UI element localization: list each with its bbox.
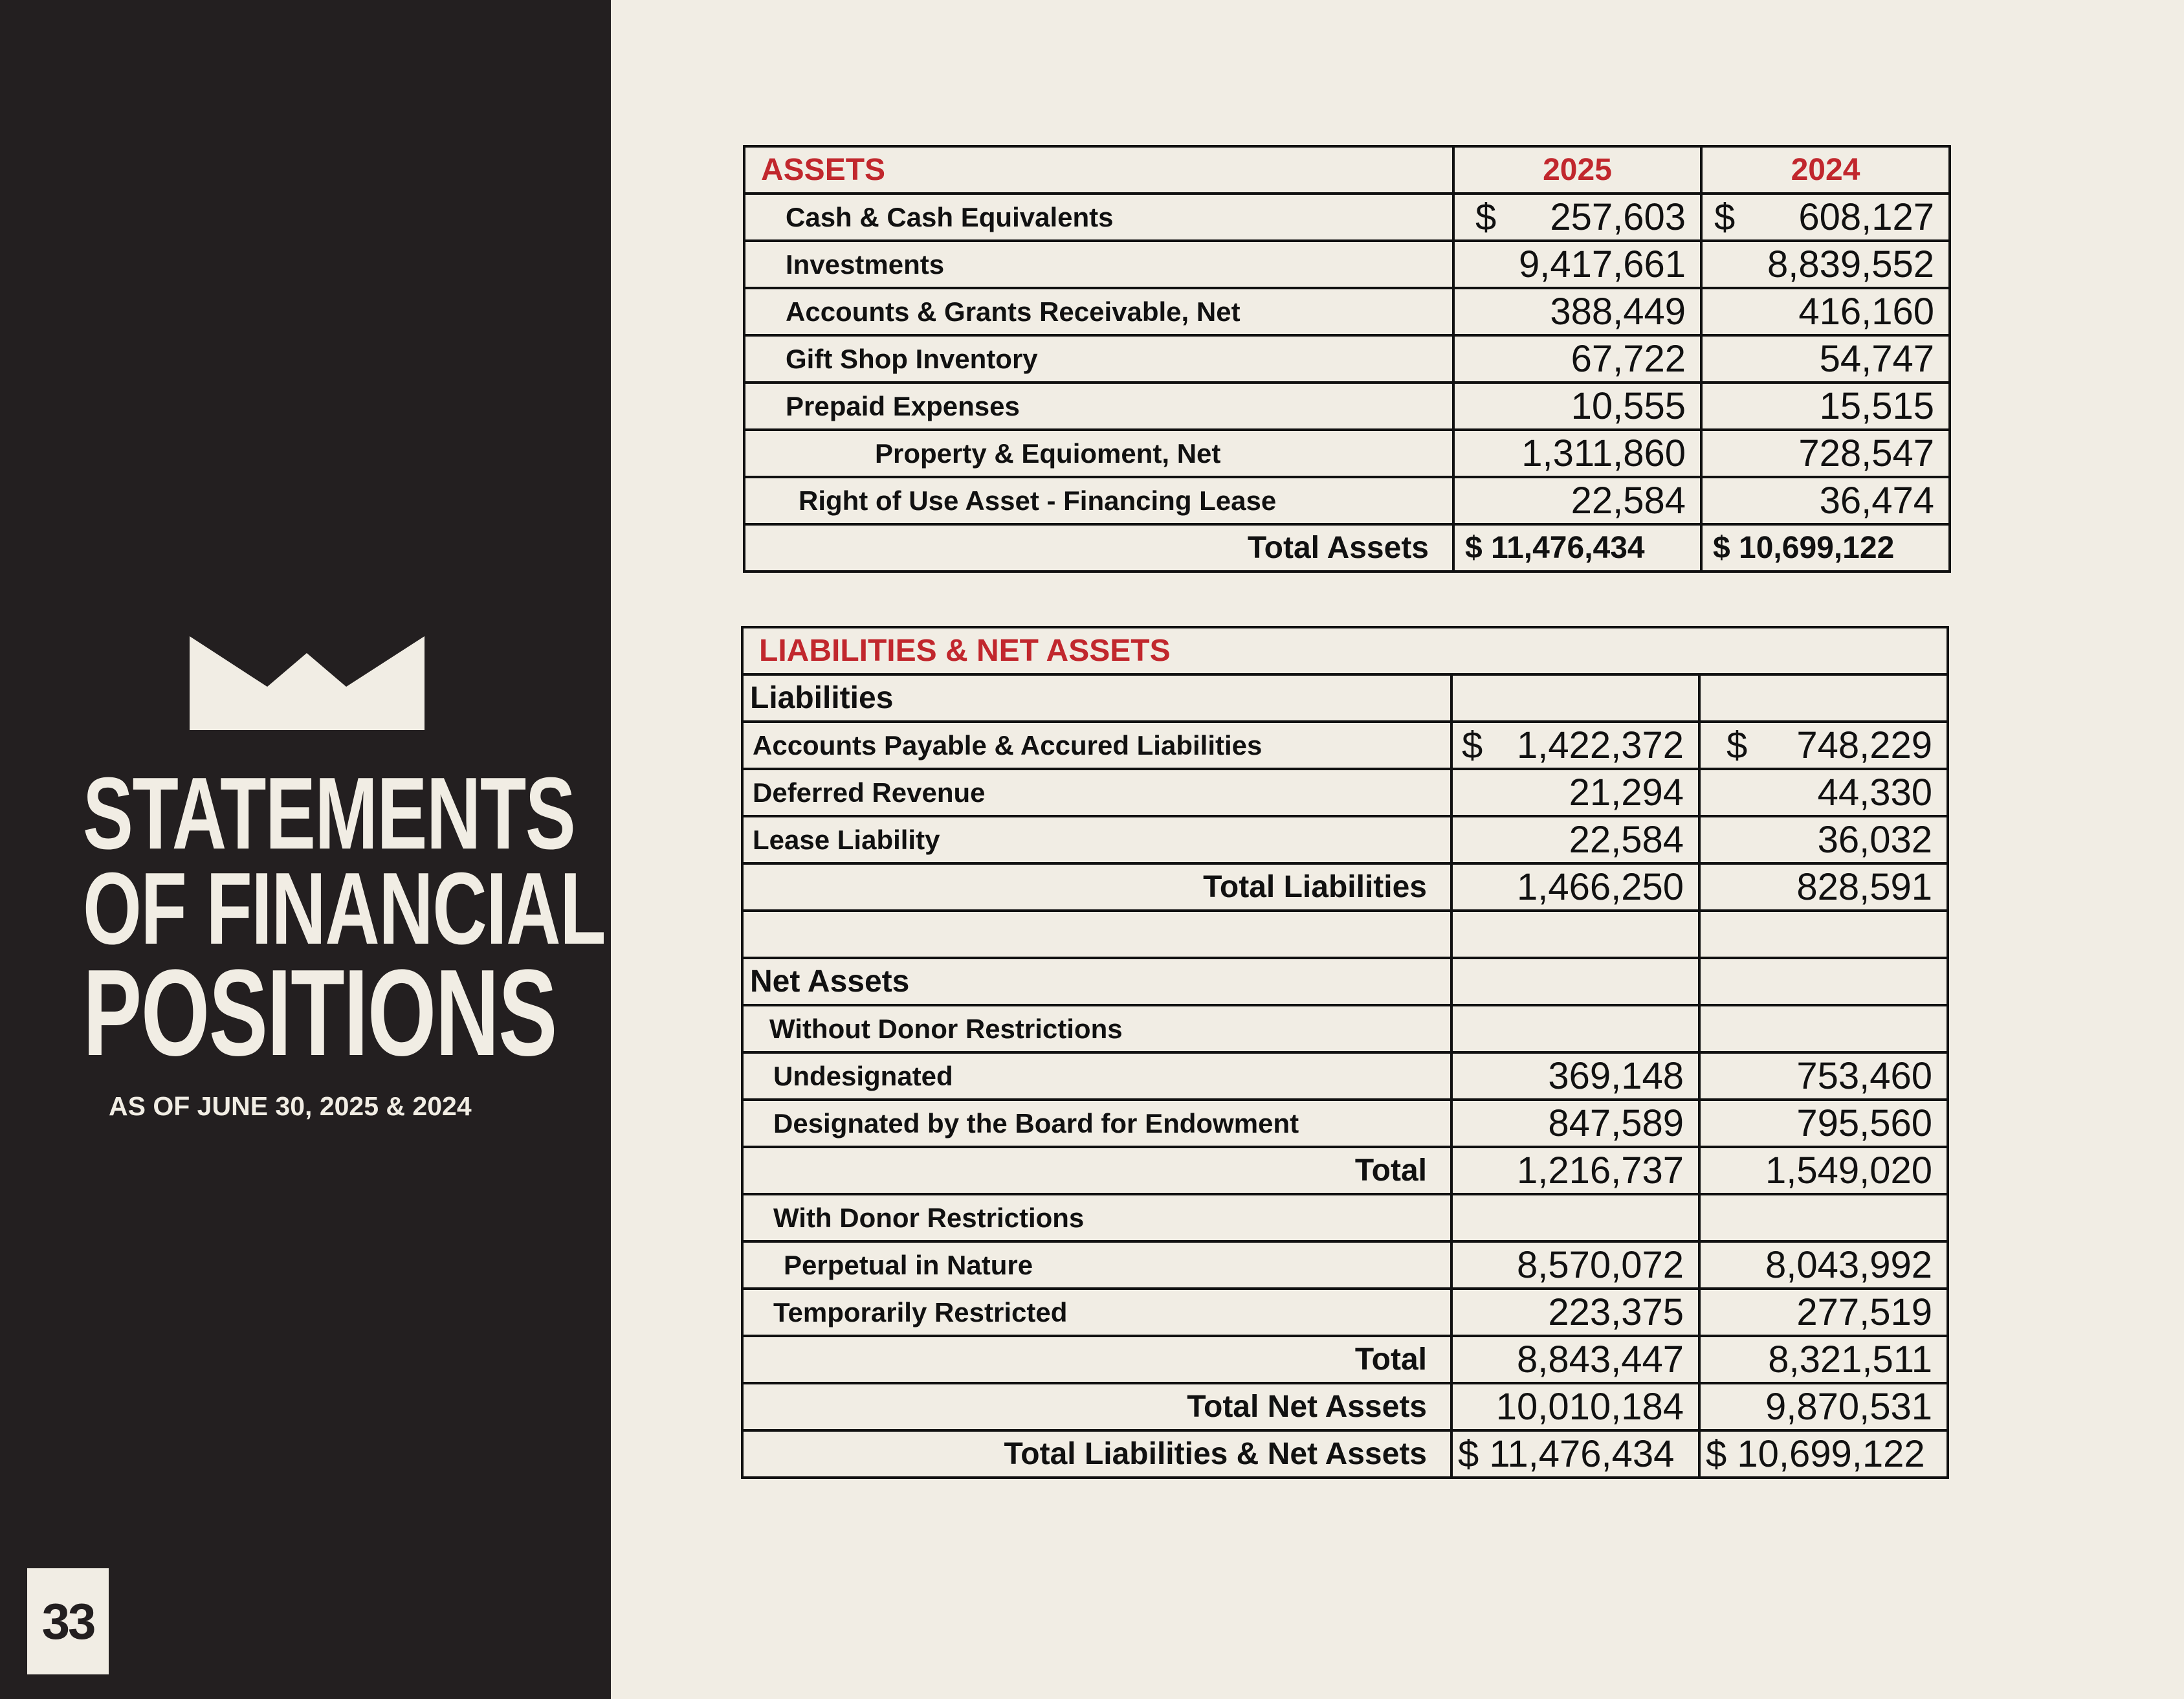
total-row (742, 1336, 1948, 1383)
dollar-sign: $ (1726, 724, 1748, 766)
total-row (742, 863, 1948, 911)
with-total-2025: 8,843,447 (1451, 1336, 1699, 1383)
total-net-assets-2024: 9,870,531 (1699, 1383, 1948, 1430)
value-2024: 15,515 (1701, 383, 1950, 430)
row-label: Deferred Revenue (742, 769, 1451, 816)
table-row (742, 1005, 1948, 1052)
row-label: Lease Liability (742, 816, 1451, 863)
total-liabilities-label: Total Liabilities (742, 863, 1451, 911)
value-2024: 728,547 (1701, 430, 1950, 477)
row-label: Right of Use Asset - Financing Lease (744, 477, 1453, 524)
liabilities-header: LIABILITIES & NET ASSETS (742, 627, 1948, 674)
value-2024: $ 748,229 (1699, 722, 1948, 769)
row-label: Accounts & Grants Receivable, Net (744, 288, 1453, 335)
table-row (742, 1289, 1948, 1336)
grand-total-label: Total Liabilities & Net Assets (742, 1430, 1451, 1478)
total-liabilities-2024: 828,591 (1699, 863, 1948, 911)
row-label: Gift Shop Inventory (744, 335, 1453, 383)
table-row (742, 722, 1948, 769)
value-2024: 416,160 (1701, 288, 1950, 335)
row-label: Property & Equioment, Net (744, 430, 1453, 477)
table-row (744, 335, 1950, 383)
value-2025: 847,589 (1451, 1100, 1699, 1147)
value-2025: 1,311,860 (1453, 430, 1701, 477)
liabilities-label: Liabilities (742, 674, 1451, 722)
total-assets-label: Total Assets (744, 524, 1453, 572)
liabilities-table (741, 626, 1949, 1479)
grand-total-2025: $ 11,476,434 (1451, 1430, 1699, 1478)
net-assets-label: Net Assets (742, 958, 1451, 1005)
value-2025: 67,722 (1453, 335, 1701, 383)
value-2025: 10,555 (1453, 383, 1701, 430)
value-2025: 22,584 (1453, 477, 1701, 524)
row-label: Prepaid Expenses (744, 383, 1453, 430)
spacer-row (742, 911, 1948, 958)
table-row (742, 769, 1948, 816)
value-2025: 8,570,072 (1451, 1241, 1699, 1289)
table-row (744, 477, 1950, 524)
year-2024-header: 2024 (1701, 146, 1950, 194)
value-2024: 44,330 (1699, 769, 1948, 816)
without-donor-label: Without Donor Restrictions (742, 1005, 1451, 1052)
total-net-assets-2025: 10,010,184 (1451, 1383, 1699, 1430)
value-2025: 9,417,661 (1453, 241, 1701, 288)
total-net-assets-label: Total Net Assets (742, 1383, 1451, 1430)
table-row (742, 674, 1948, 722)
total-assets-2024: $ 10,699,122 (1701, 524, 1950, 572)
total-assets-2025: $ 11,476,434 (1453, 524, 1701, 572)
with-total-label: Total (742, 1336, 1451, 1383)
value-2024: 36,474 (1701, 477, 1950, 524)
page-subtitle: AS OF JUNE 30, 2025 & 2024 (109, 1091, 472, 1121)
value-2024: 36,032 (1699, 816, 1948, 863)
row-label: Accounts Payable & Accured Liabilities (742, 722, 1451, 769)
value-2025: $ 257,603 (1453, 194, 1701, 241)
value-2025: 223,375 (1451, 1289, 1699, 1336)
table-header-row (742, 627, 1948, 674)
table-header-row (744, 146, 1950, 194)
without-total-label: Total (742, 1147, 1451, 1194)
table-row (742, 1241, 1948, 1289)
value-2024: 8,043,992 (1699, 1241, 1948, 1289)
table-row (742, 1052, 1948, 1100)
row-label: Temporarily Restricted (742, 1289, 1451, 1336)
total-liabilities-2025: 1,466,250 (1451, 863, 1699, 911)
table-row (742, 816, 1948, 863)
dollar-sign: $ (1475, 196, 1497, 238)
total-row (744, 524, 1950, 572)
assets-header: ASSETS (744, 146, 1453, 194)
row-label: Undesignated (742, 1052, 1451, 1100)
table-row (742, 1194, 1948, 1241)
value-2025: 369,148 (1451, 1052, 1699, 1100)
value-2025: 388,449 (1453, 288, 1701, 335)
row-label: Cash & Cash Equivalents (744, 194, 1453, 241)
table-row (742, 1100, 1948, 1147)
value-2024: $ 608,127 (1701, 194, 1950, 241)
row-label: Investments (744, 241, 1453, 288)
value-2025: $ 1,422,372 (1451, 722, 1699, 769)
table-row (742, 958, 1948, 1005)
value-2024: 795,560 (1699, 1100, 1948, 1147)
crown-icon (190, 636, 425, 730)
with-total-2024: 8,321,511 (1699, 1336, 1948, 1383)
value-2024: 54,747 (1701, 335, 1950, 383)
value-2024: 753,460 (1699, 1052, 1948, 1100)
value-2024: 8,839,552 (1701, 241, 1950, 288)
total-row (742, 1430, 1948, 1478)
grand-total-2024: $ 10,699,122 (1699, 1430, 1948, 1478)
table-row (744, 241, 1950, 288)
value-2025: 22,584 (1451, 816, 1699, 863)
assets-table (743, 145, 1951, 573)
value-2024: 277,519 (1699, 1289, 1948, 1336)
value-2025: 21,294 (1451, 769, 1699, 816)
row-label: Designated by the Board for Endowment (742, 1100, 1451, 1147)
year-2025-header: 2025 (1453, 146, 1701, 194)
with-donor-label: With Donor Restrictions (742, 1194, 1451, 1241)
dollar-sign: $ (1714, 196, 1736, 238)
total-row (742, 1383, 1948, 1430)
without-total-2024: 1,549,020 (1699, 1147, 1948, 1194)
table-row (744, 383, 1950, 430)
sidebar (0, 0, 611, 1699)
table-row (744, 194, 1950, 241)
total-row (742, 1147, 1948, 1194)
table-row (744, 430, 1950, 477)
page-title-line-1: STATEMENTS (83, 757, 575, 871)
without-total-2025: 1,216,737 (1451, 1147, 1699, 1194)
page-title-line-2: OF FINANCIAL (83, 852, 606, 966)
row-label: Perpetual in Nature (742, 1241, 1451, 1289)
dollar-sign: $ (1462, 724, 1483, 766)
page-title-line-3: POSITIONS (83, 944, 557, 1082)
table-row (744, 288, 1950, 335)
page-number: 33 (27, 1568, 109, 1674)
